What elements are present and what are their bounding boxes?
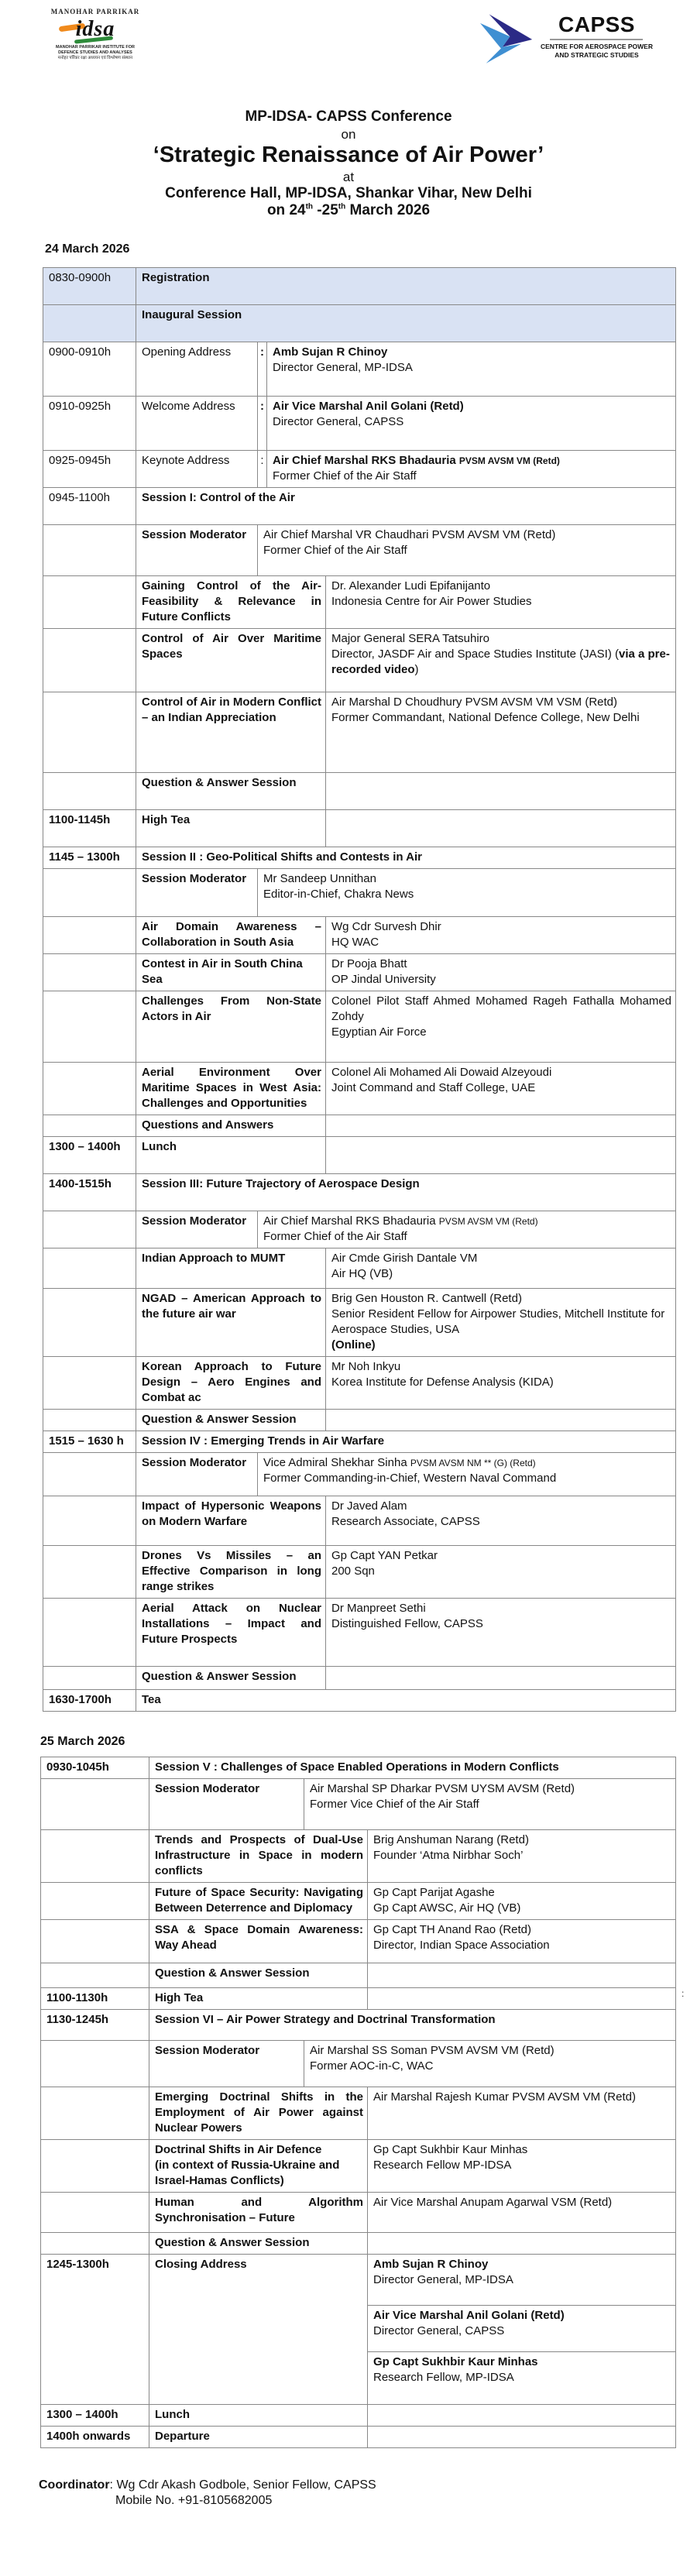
capss-logo bbox=[480, 12, 666, 74]
talk-speaker bbox=[326, 1357, 676, 1410]
speaker-name: Air Cmde Girish Dantale VM bbox=[331, 1252, 478, 1265]
speaker-name: Air Vice Marshal Anil Golani (Retd) bbox=[273, 400, 464, 413]
speaker-affiliation: HQ WAC bbox=[331, 936, 379, 949]
table-row bbox=[43, 1357, 676, 1410]
speaker-name: Colonel Pilot Staff Ahmed Mohamed Rageh Fathalla Mohamed Zohdy bbox=[331, 994, 671, 1023]
table-row bbox=[43, 525, 676, 576]
capss-arrow-icon bbox=[480, 14, 536, 65]
dates-suffix: March 2026 bbox=[345, 202, 431, 218]
address-type: Welcome Address bbox=[136, 397, 258, 451]
moderator-cell bbox=[258, 869, 676, 917]
table-row bbox=[41, 2087, 676, 2140]
talk-speaker bbox=[368, 1830, 676, 1883]
time-cell bbox=[43, 1667, 136, 1690]
talk-topic bbox=[149, 2140, 368, 2193]
time-cell bbox=[41, 1830, 149, 1883]
time-cell: 1145 – 1300h bbox=[43, 847, 136, 869]
idsa-logo-subtitle bbox=[45, 45, 146, 61]
time-cell: 0930-1045h bbox=[41, 1757, 149, 1779]
table-row bbox=[41, 1963, 676, 1988]
session-title: Session I: Control of the Air bbox=[136, 488, 676, 525]
time-cell bbox=[43, 1249, 136, 1289]
time-cell bbox=[43, 954, 136, 991]
time-cell: 0945-1100h bbox=[43, 488, 136, 525]
conference-at: at bbox=[342, 170, 355, 184]
empty-cell bbox=[326, 773, 676, 810]
speaker-name: Brig Anshuman Narang (Retd) bbox=[373, 1833, 529, 1846]
closing-speaker bbox=[368, 2352, 676, 2405]
table-row bbox=[43, 954, 676, 991]
coordinator-name: Wg Cdr Akash Godbole, Senior Fellow, CAPSS bbox=[116, 2478, 376, 2492]
session-title: Session IV : Emerging Trends in Air Warfare bbox=[136, 1431, 676, 1453]
empty-cell bbox=[326, 1137, 676, 1174]
talk-topic: Trends and Prospects of Dual-Use Infrastructure in Space in modern conflicts bbox=[149, 1830, 368, 1883]
time-cell: 1515 – 1630 h bbox=[43, 1431, 136, 1453]
table-row bbox=[43, 1063, 676, 1115]
talk-topic: Control of Air in Modern Conflict – an Indian Appreciation bbox=[136, 692, 326, 773]
moderator-role: Former Chief of the Air Staff bbox=[263, 544, 407, 557]
speaker-affiliation: Research Fellow MP-IDSA bbox=[373, 2159, 512, 2172]
idsa-subtitle-line: MANOHAR PARRIKAR INSTITUTE FOR bbox=[56, 45, 135, 50]
empty-cell bbox=[368, 2427, 676, 2448]
table-row bbox=[43, 1410, 676, 1431]
talk-speaker bbox=[326, 991, 676, 1063]
time-cell bbox=[43, 1410, 136, 1431]
dates-mid: -25 bbox=[313, 202, 338, 218]
talk-speaker bbox=[326, 1599, 676, 1667]
empty-cell bbox=[368, 2233, 676, 2255]
time-cell: 1245-1300h bbox=[41, 2255, 149, 2405]
closing-speaker bbox=[368, 2255, 676, 2306]
capss-logo-subtitle bbox=[541, 43, 653, 60]
moderator-cell bbox=[258, 1211, 676, 1249]
talk-speaker bbox=[368, 1883, 676, 1920]
empty-cell bbox=[326, 810, 676, 847]
idsa-logo bbox=[45, 8, 146, 61]
idsa-logo-word: idsa bbox=[75, 17, 115, 41]
talk-topic: Human and Algorithm Synchronisation – Future bbox=[149, 2193, 368, 2233]
moderator-name: Air Marshal SS Soman PVSM AVSM VM (Retd) bbox=[310, 2044, 555, 2057]
time-cell bbox=[41, 1883, 149, 1920]
speaker-name: Gp Capt Sukhbir Kaur Minhas bbox=[373, 2143, 528, 2156]
talk-speaker bbox=[368, 2193, 676, 2233]
moderator-label: Session Moderator bbox=[149, 1779, 304, 1830]
speaker-name: Colonel Ali Mohamed Ali Dowaid Alzeyoudi bbox=[331, 1066, 552, 1079]
time-cell bbox=[41, 2233, 149, 2255]
table-row bbox=[43, 1453, 676, 1496]
speaker-cell bbox=[267, 451, 676, 488]
talk-topic-context: (in context of Russia-Ukraine and Israel-Hamas Conflicts) bbox=[155, 2159, 340, 2187]
talk-topic: Challenges From Non-State Actors in Air bbox=[136, 991, 326, 1063]
time-cell bbox=[43, 305, 136, 342]
table-row bbox=[43, 1211, 676, 1249]
time-cell bbox=[43, 773, 136, 810]
idsa-subtitle-line: मनोहर पर्रिकर रक्षा अध्ययन एवं विश्लेषण संस्थान bbox=[57, 56, 133, 60]
table-row bbox=[43, 397, 676, 451]
speaker-name: Dr Pooja Bhatt bbox=[331, 957, 407, 970]
break-label: High Tea bbox=[136, 810, 326, 847]
table-row bbox=[41, 1830, 676, 1883]
speaker-affiliation: Indonesia Centre for Air Power Studies bbox=[331, 595, 532, 608]
moderator-cell bbox=[304, 2041, 676, 2087]
moderator-name: Air Chief Marshal RKS Bhadauria bbox=[263, 1214, 436, 1228]
time-cell: 0900-0910h bbox=[43, 342, 136, 397]
speaker-affiliation: Egyptian Air Force bbox=[331, 1025, 427, 1039]
table-row bbox=[41, 2255, 676, 2306]
moderator-name: Air Chief Marshal VR Chaudhari PVSM AVSM VM (Retd) bbox=[263, 528, 556, 541]
separator: : bbox=[258, 451, 267, 488]
capss-logo-text bbox=[541, 12, 653, 60]
speaker-affiliation: Research Associate, CAPSS bbox=[331, 1515, 480, 1528]
speaker-name: Amb Sujan R Chinoy bbox=[273, 345, 388, 359]
time-cell: 0910-0925h bbox=[43, 397, 136, 451]
talk-speaker bbox=[326, 954, 676, 991]
session-title: Session V : Challenges of Space Enabled Operations in Modern Conflicts bbox=[149, 1757, 676, 1779]
time-cell: 1400h onwards bbox=[41, 2427, 149, 2448]
talk-speaker bbox=[326, 917, 676, 954]
table-row bbox=[41, 2010, 676, 2041]
table-row bbox=[41, 1757, 676, 1779]
speaker-affiliation: Former Commandant, National Defence College, New Delhi bbox=[331, 711, 640, 724]
speaker-name: Dr Javed Alam bbox=[331, 1499, 407, 1513]
speaker-note: (Online) bbox=[331, 1338, 376, 1352]
table-row bbox=[43, 1289, 676, 1357]
address-type: Keynote Address bbox=[136, 451, 258, 488]
speaker-affiliation: Gp Capt AWSC, Air HQ (VB) bbox=[373, 1901, 521, 1915]
time-cell bbox=[43, 1289, 136, 1357]
table-row bbox=[43, 1599, 676, 1667]
separator: : bbox=[258, 397, 267, 451]
speaker-role: Director General, CAPSS bbox=[373, 2324, 505, 2337]
speaker-cell bbox=[267, 397, 676, 451]
coordinator-label: Coordinator bbox=[39, 2478, 110, 2492]
table-row bbox=[43, 1496, 676, 1546]
table-row bbox=[41, 2041, 676, 2087]
talk-topic: Impact of Hypersonic Weapons on Modern Warfare bbox=[136, 1496, 326, 1546]
time-cell bbox=[41, 1779, 149, 1830]
departure-label: Departure bbox=[149, 2427, 368, 2448]
moderator-role: Former AOC-in-C, WAC bbox=[310, 2059, 434, 2073]
time-cell bbox=[43, 869, 136, 917]
break-label: Lunch bbox=[149, 2405, 368, 2427]
session-title: Session III: Future Trajectory of Aerospace Design bbox=[136, 1174, 676, 1211]
time-cell: 0830-0900h bbox=[43, 268, 136, 305]
table-row bbox=[43, 847, 676, 869]
talk-topic: Indian Approach to MUMT bbox=[136, 1249, 326, 1289]
table-row bbox=[43, 1249, 676, 1289]
registration-label: Registration bbox=[136, 268, 676, 305]
table-row bbox=[43, 1137, 676, 1174]
day1-schedule-table bbox=[43, 267, 676, 1712]
talk-topic: Contest in Air in South China Sea bbox=[136, 954, 326, 991]
moderator-label: Session Moderator bbox=[136, 869, 258, 917]
table-row bbox=[41, 1779, 676, 1830]
time-cell: 1100-1130h bbox=[41, 1988, 149, 2010]
table-row bbox=[43, 991, 676, 1063]
coordinator-block bbox=[39, 2478, 697, 2509]
talk-topic: Drones Vs Missiles – an Effective Comparison in long range strikes bbox=[136, 1546, 326, 1599]
speaker-role: Director General, MP-IDSA bbox=[373, 2273, 513, 2286]
speaker-name: Gp Capt TH Anand Rao (Retd) bbox=[373, 1923, 531, 1936]
table-row bbox=[43, 1431, 676, 1453]
time-cell: 1630-1700h bbox=[43, 1690, 136, 1712]
moderator-role: Former Commanding-in-Chief, Western Naval Command bbox=[263, 1472, 557, 1485]
capss-subtitle-line: AND STRATEGIC STUDIES bbox=[555, 51, 639, 59]
time-cell bbox=[43, 576, 136, 629]
time-cell: 1300 – 1400h bbox=[43, 1137, 136, 1174]
time-cell bbox=[43, 1115, 136, 1137]
table-row bbox=[43, 1546, 676, 1599]
talk-speaker bbox=[326, 576, 676, 629]
time-cell bbox=[43, 525, 136, 576]
speaker-name: Amb Sujan R Chinoy bbox=[373, 2258, 489, 2271]
table-row bbox=[41, 1988, 676, 2010]
talk-speaker bbox=[368, 2140, 676, 2193]
time-cell bbox=[43, 991, 136, 1063]
capss-logo-rule bbox=[550, 39, 643, 40]
speaker-role: Director General, CAPSS bbox=[273, 415, 404, 428]
speaker-affiliation: OP Jindal University bbox=[331, 973, 436, 986]
talk-speaker bbox=[326, 1063, 676, 1115]
table-row bbox=[41, 1920, 676, 1963]
coordinator-mobile: Mobile No. +91-8105682005 bbox=[115, 2494, 273, 2507]
speaker-affiliation: Director, JASDF Air and Space Studies Institute (JASI) ( bbox=[331, 647, 619, 661]
empty-cell bbox=[368, 1963, 676, 1988]
talk-topic: Future of Space Security: Navigating Between Deterrence and Diplomacy bbox=[149, 1883, 368, 1920]
time-cell bbox=[43, 1599, 136, 1667]
speaker-affiliation: 200 Sqn bbox=[331, 1564, 375, 1578]
speaker-affiliation: Director, Indian Space Association bbox=[373, 1939, 550, 1952]
speaker-role: Former Chief of the Air Staff bbox=[273, 469, 417, 483]
speaker-name: Air Vice Marshal Anil Golani (Retd) bbox=[373, 2309, 565, 2322]
moderator-role: Former Vice Chief of the Air Staff bbox=[310, 1798, 479, 1811]
talk-speaker bbox=[326, 1289, 676, 1357]
conference-title: ‘Strategic Renaissance of Air Power’ bbox=[153, 143, 544, 167]
talk-topic: Air Domain Awareness – Collaboration in South Asia bbox=[136, 917, 326, 954]
moderator-honours: PVSM AVSM NM ** (G) (Retd) bbox=[410, 1458, 536, 1468]
time-cell bbox=[43, 1357, 136, 1410]
talk-speaker bbox=[326, 1546, 676, 1599]
closing-label: Closing Address bbox=[149, 2255, 368, 2405]
empty-cell bbox=[368, 2405, 676, 2427]
speaker-name: Wg Cdr Survesh Dhir bbox=[331, 920, 441, 933]
talk-speaker bbox=[326, 692, 676, 773]
time-cell bbox=[43, 692, 136, 773]
table-row bbox=[41, 2193, 676, 2233]
moderator-label: Session Moderator bbox=[136, 1211, 258, 1249]
conference-venue: Conference Hall, MP-IDSA, Shankar Vihar, New Delhi bbox=[165, 185, 532, 201]
table-row bbox=[43, 576, 676, 629]
empty-cell bbox=[326, 1667, 676, 1690]
table-row bbox=[43, 305, 676, 342]
speaker-name: Mr Noh Inkyu bbox=[331, 1360, 401, 1373]
conference-dates bbox=[0, 202, 697, 219]
speaker-role: Research Fellow, MP-IDSA bbox=[373, 2371, 514, 2384]
moderator-cell bbox=[258, 525, 676, 576]
talk-speaker bbox=[368, 1920, 676, 1963]
moderator-role: Former Chief of the Air Staff bbox=[263, 1230, 407, 1243]
time-cell: 1300 – 1400h bbox=[41, 2405, 149, 2427]
table-row bbox=[41, 1883, 676, 1920]
table-row bbox=[43, 342, 676, 397]
empty-cell bbox=[326, 1410, 676, 1431]
table-row bbox=[41, 2427, 676, 2448]
time-cell: 1100-1145h bbox=[43, 810, 136, 847]
table-row bbox=[41, 2233, 676, 2255]
time-cell bbox=[41, 1920, 149, 1963]
talk-topic: Aerial Environment Over Maritime Spaces in West Asia: Challenges and Opportunities bbox=[136, 1063, 326, 1115]
talk-speaker bbox=[326, 629, 676, 692]
moderator-label: Session Moderator bbox=[136, 1453, 258, 1496]
time-cell bbox=[43, 917, 136, 954]
address-type: Opening Address bbox=[136, 342, 258, 397]
break-label: Lunch bbox=[136, 1137, 326, 1174]
moderator-name: Vice Admiral Shekhar Sinha bbox=[263, 1456, 407, 1469]
time-cell bbox=[43, 1063, 136, 1115]
closing-speaker bbox=[368, 2306, 676, 2352]
dates-sup: th bbox=[305, 202, 314, 211]
speaker-name: Air Vice Marshal Anupam Agarwal VSM (Retd) bbox=[373, 2196, 613, 2209]
moderator-role: Editor-in-Chief, Chakra News bbox=[263, 888, 414, 901]
qa-label: Question & Answer Session bbox=[136, 1410, 326, 1431]
table-row bbox=[41, 2405, 676, 2427]
speaker-affiliation: Korea Institute for Defense Analysis (KIDA) bbox=[331, 1376, 554, 1389]
table-row bbox=[43, 869, 676, 917]
time-cell bbox=[43, 1211, 136, 1249]
time-cell bbox=[41, 1963, 149, 1988]
dates-prefix: on 24 bbox=[266, 202, 306, 218]
session-title: Session II : Geo-Political Shifts and Contests in Air bbox=[136, 847, 676, 869]
empty-cell bbox=[326, 1115, 676, 1137]
time-cell bbox=[43, 629, 136, 692]
idsa-logo-wordmark bbox=[53, 17, 138, 43]
talk-topic: Emerging Doctrinal Shifts in the Employment of Air Power against Nuclear Powers bbox=[149, 2087, 368, 2140]
empty-cell bbox=[368, 1988, 676, 2010]
talk-topic: Aerial Attack on Nuclear Installations – Impact and Future Prospects bbox=[136, 1599, 326, 1667]
idsa-subtitle-line: DEFENCE STUDIES AND ANALYSES bbox=[58, 50, 132, 55]
speaker-name: Dr. Alexander Ludi Epifanijanto bbox=[331, 579, 491, 592]
header-logos bbox=[0, 0, 697, 101]
speaker-name: Air Marshal D Choudhury PVSM AVSM VM VSM (Retd) bbox=[331, 696, 617, 709]
dates-sup: th bbox=[338, 202, 346, 211]
time-cell bbox=[41, 2041, 149, 2087]
talk-topic-main: Doctrinal Shifts in Air Defence bbox=[155, 2143, 322, 2156]
inaugural-session-label: Inaugural Session bbox=[136, 305, 676, 342]
conference-on: on bbox=[341, 127, 356, 142]
time-cell: 0925-0945h bbox=[43, 451, 136, 488]
qa-label: Question & Answer Session bbox=[149, 1963, 368, 1988]
moderator-cell bbox=[258, 1453, 676, 1496]
speaker-name: Gp Capt YAN Petkar bbox=[331, 1549, 438, 1562]
table-row bbox=[43, 1174, 676, 1211]
speaker-name: Air Marshal Rajesh Kumar PVSM AVSM VM (Retd) bbox=[373, 2090, 636, 2104]
table-row bbox=[43, 1690, 676, 1712]
speaker-note: via a pre-recorded video bbox=[331, 647, 670, 676]
table-row bbox=[43, 917, 676, 954]
speaker-affiliation: Founder ‘Atma Nirbhar Soch’ bbox=[373, 1849, 524, 1862]
break-label: Tea bbox=[136, 1690, 676, 1712]
talk-topic: Control of Air Over Maritime Spaces bbox=[136, 629, 326, 692]
break-label: High Tea bbox=[149, 1988, 368, 2010]
table-row bbox=[43, 810, 676, 847]
speaker-name: Brig Gen Houston R. Cantwell (Retd) bbox=[331, 1292, 522, 1305]
qa-label: Question & Answer Session bbox=[136, 1667, 326, 1690]
conference-name: MP-IDSA- CAPSS Conference bbox=[245, 108, 452, 125]
speaker-name: Gp Capt Parijat Agashe bbox=[373, 1886, 495, 1899]
speaker-role: Director General, MP-IDSA bbox=[273, 361, 413, 374]
stray-mark: : bbox=[682, 1988, 685, 1999]
table-row bbox=[41, 2140, 676, 2193]
qa-label: Question & Answer Session bbox=[149, 2233, 368, 2255]
moderator-honours: PVSM AVSM VM (Retd) bbox=[438, 1216, 538, 1227]
talk-topic: SSA & Space Domain Awareness: Way Ahead bbox=[149, 1920, 368, 1963]
conference-header bbox=[0, 108, 697, 219]
speaker-name: Gp Capt Sukhbir Kaur Minhas bbox=[373, 2355, 538, 2368]
talk-topic: Korean Approach to Future Design – Aero Engines and Combat ac bbox=[136, 1357, 326, 1410]
separator: : bbox=[258, 342, 267, 397]
moderator-cell bbox=[304, 1779, 676, 1830]
speaker-note-end: ) bbox=[414, 663, 419, 676]
table-row bbox=[43, 488, 676, 525]
speaker-affiliation: Senior Resident Fellow for Airpower Studies, Mitchell Institute for Aerospace Studies, USA bbox=[331, 1307, 665, 1336]
table-row bbox=[43, 1115, 676, 1137]
speaker-name: Air Chief Marshal RKS Bhadauria bbox=[273, 454, 456, 467]
speaker-name: Dr Manpreet Sethi bbox=[331, 1602, 426, 1615]
speaker-honours: PVSM AVSM VM (Retd) bbox=[458, 455, 560, 466]
session-title: Session VI – Air Power Strategy and Doctrinal Transformation bbox=[149, 2010, 676, 2041]
speaker-name: Major General SERA Tatsuhiro bbox=[331, 632, 489, 645]
speaker-cell bbox=[267, 342, 676, 397]
speaker-affiliation: Joint Command and Staff College, UAE bbox=[331, 1081, 536, 1094]
table-row bbox=[43, 773, 676, 810]
moderator-label: Session Moderator bbox=[149, 2041, 304, 2087]
moderator-name: Air Marshal SP Dharkar PVSM UYSM AVSM (Retd) bbox=[310, 1782, 575, 1795]
talk-speaker bbox=[326, 1496, 676, 1546]
speaker-affiliation: Distinguished Fellow, CAPSS bbox=[331, 1617, 483, 1630]
capss-logo-title: CAPSS bbox=[558, 12, 635, 36]
table-row bbox=[43, 629, 676, 692]
time-cell bbox=[43, 1546, 136, 1599]
idsa-logo-arc-text: MANOHAR PARRIKAR bbox=[50, 8, 140, 15]
time-cell bbox=[41, 2087, 149, 2140]
capss-subtitle-line: CENTRE FOR AEROSPACE POWER bbox=[541, 43, 653, 50]
speaker-affiliation: Air HQ (VB) bbox=[331, 1267, 393, 1280]
table-row bbox=[43, 1667, 676, 1690]
qa-label: Question & Answer Session bbox=[136, 773, 326, 810]
time-cell bbox=[43, 1453, 136, 1496]
time-cell bbox=[41, 2193, 149, 2233]
table-row bbox=[43, 268, 676, 305]
day1-label: 24 March 2026 bbox=[45, 242, 130, 256]
talk-speaker bbox=[368, 2087, 676, 2140]
coordinator-colon: : bbox=[109, 2478, 113, 2492]
table-row bbox=[43, 451, 676, 488]
time-cell bbox=[43, 1496, 136, 1546]
table-row bbox=[43, 692, 676, 773]
time-cell: 1400-1515h bbox=[43, 1174, 136, 1211]
day2-label: 25 March 2026 bbox=[40, 1735, 125, 1748]
talk-topic: NGAD – American Approach to the future air war bbox=[136, 1289, 326, 1357]
talk-topic: Gaining Control of the Air-Feasibility & Relevance in Future Conflicts bbox=[136, 576, 326, 629]
time-cell: 1130-1245h bbox=[41, 2010, 149, 2041]
talk-speaker bbox=[326, 1249, 676, 1289]
moderator-label: Session Moderator bbox=[136, 525, 258, 576]
time-cell bbox=[41, 2140, 149, 2193]
moderator-name: Mr Sandeep Unnithan bbox=[263, 872, 376, 885]
day2-schedule-table bbox=[40, 1757, 676, 2448]
qa-label: Questions and Answers bbox=[136, 1115, 326, 1137]
